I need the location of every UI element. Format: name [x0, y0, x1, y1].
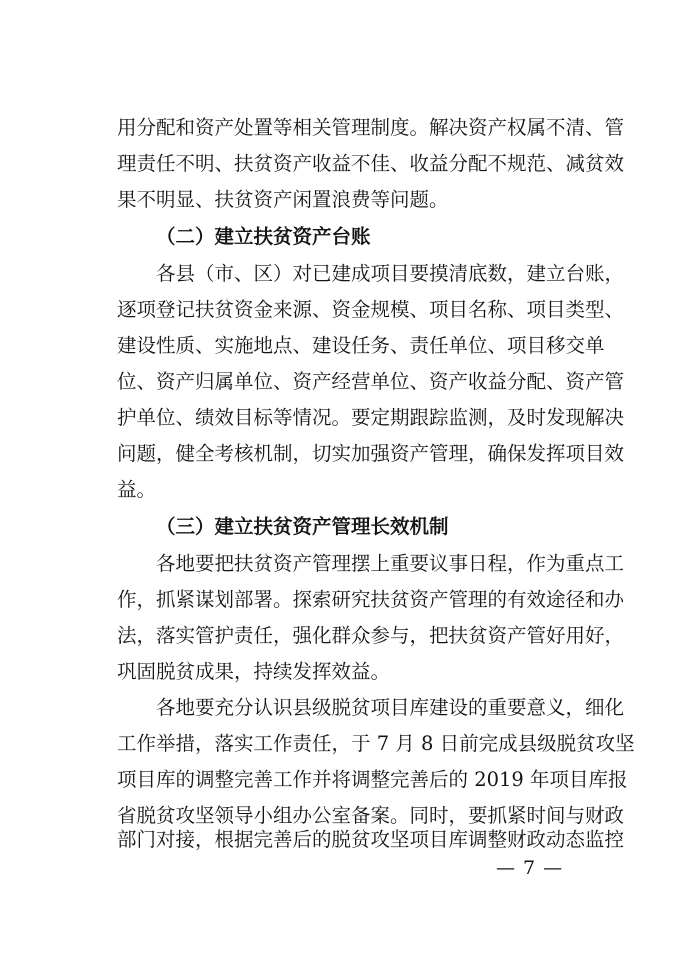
- text-line: 益。: [117, 478, 157, 501]
- text-line: 用分配和资产处置等相关管理制度。解决资产权属不清、管: [117, 116, 625, 139]
- section-heading-3: （三）建立扶贫资产管理长效机制: [156, 515, 449, 538]
- text-line: 建设性质、实施地点、建设任务、责任单位、项目移交单: [117, 334, 605, 357]
- text-line: 逐项登记扶贫资金来源、资金规模、项目名称、项目类型、: [117, 298, 625, 321]
- text-line: 法，落实管护责任，强化群众参与，把扶贫资产管好用好，: [117, 624, 625, 647]
- text-line: 理责任不明、扶贫资产收益不佳、收益分配不规范、减贫效: [117, 152, 625, 175]
- text-line: 工作举措，落实工作责任，于 7 月 8 日前完成县级脱贫攻坚: [117, 732, 635, 755]
- text-line: 部门对接，根据完善后的脱贫攻坚项目库调整财政动态监控: [117, 828, 625, 851]
- text-line: 巩固脱贫成果，持续发挥效益。: [117, 660, 391, 683]
- text-line: 护单位、绩效目标等情况。要定期跟踪监测，及时发现解决: [117, 406, 625, 429]
- text-line: 作，抓紧谋划部署。探索研究扶贫资产管理的有效途径和办: [117, 588, 625, 611]
- text-line: 果不明显、扶贫资产闲置浪费等问题。: [117, 188, 449, 211]
- text-line: 各地要把扶贫资产管理摆上重要议事日程，作为重点工: [156, 552, 625, 575]
- text-line: 省脱贫攻坚领导小组办公室备案。同时，要抓紧时间与财政: [117, 804, 625, 827]
- text-line: 位、资产归属单位、资产经营单位、资产收益分配、资产管: [117, 370, 625, 393]
- text-line: 各县（市、区）对已建成项目要摸清底数，建立台账，: [156, 262, 625, 285]
- section-heading-2: （二）建立扶贫资产台账: [156, 225, 371, 248]
- text-line: 各地要充分认识县级脱贫项目库建设的重要意义，细化: [156, 696, 625, 719]
- page-number: — 7 —: [496, 857, 564, 879]
- text-line: 问题，健全考核机制，切实加强资产管理，确保发挥项目效: [117, 442, 625, 465]
- text-line: 项目库的调整完善工作并将调整完善后的 2019 年项目库报: [117, 768, 628, 791]
